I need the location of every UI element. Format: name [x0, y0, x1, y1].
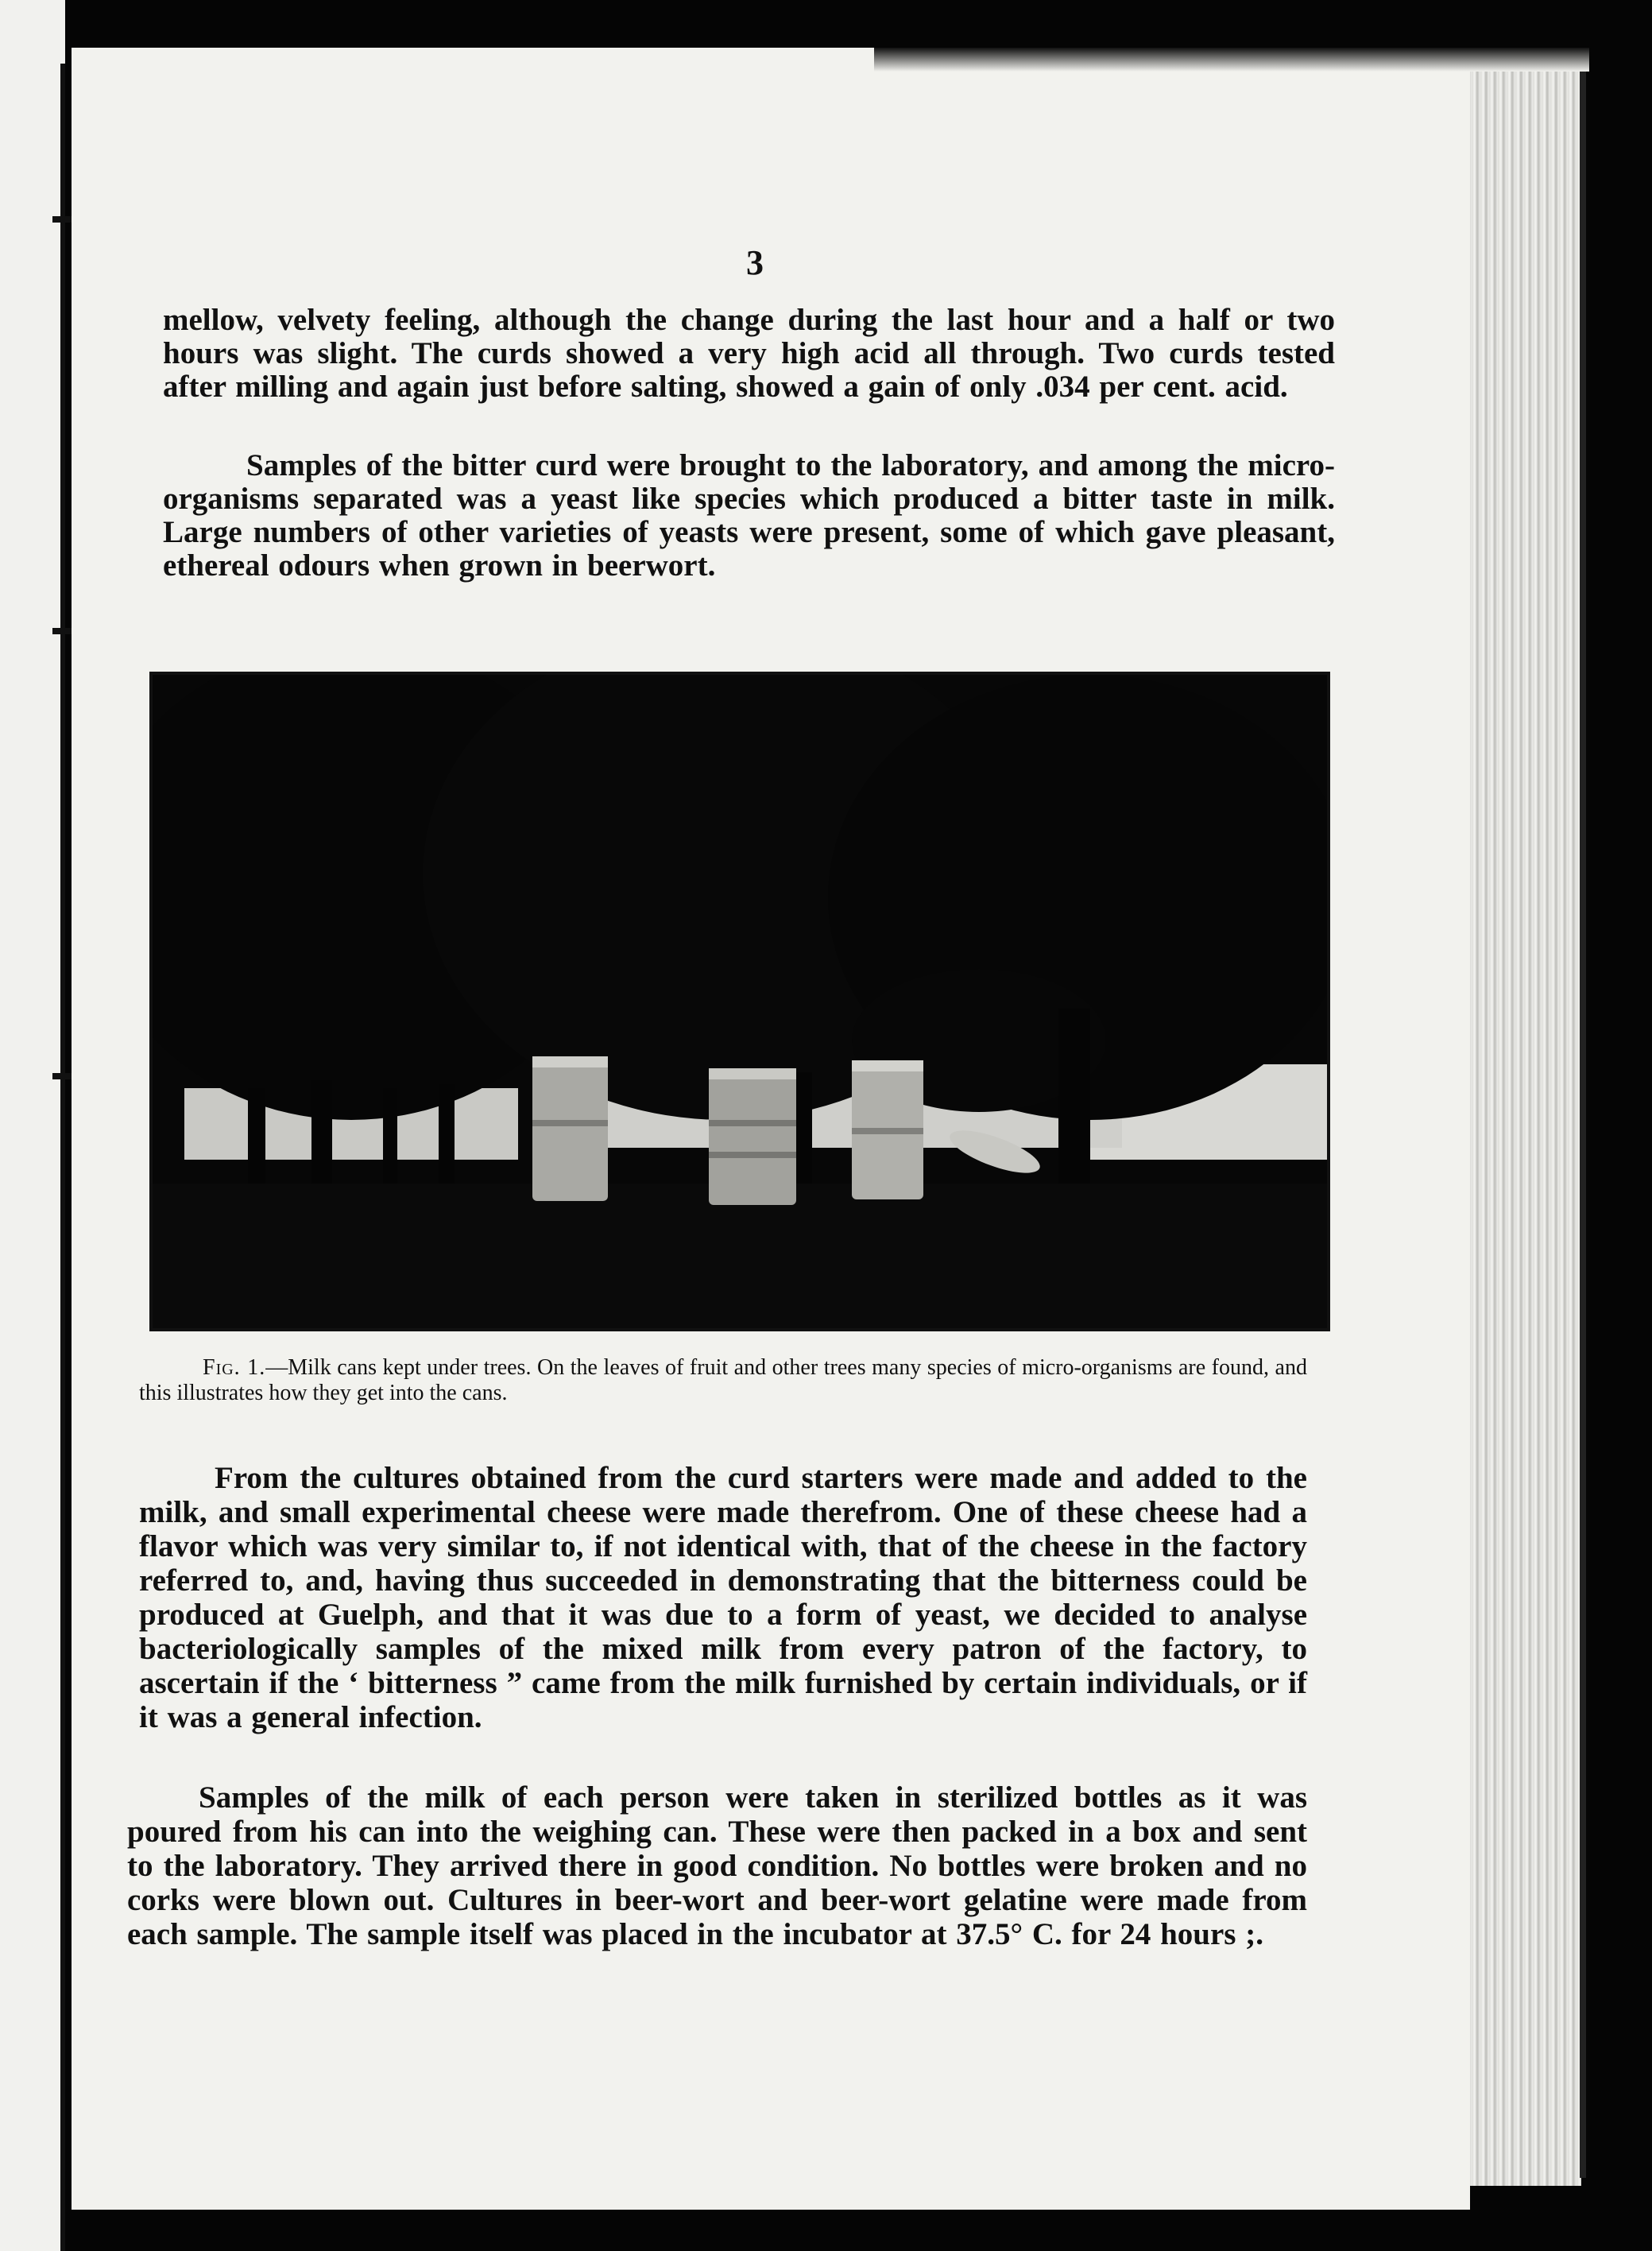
margin-tick — [52, 628, 73, 634]
figure-caption — [139, 1355, 1307, 1406]
margin-tick — [52, 1073, 73, 1079]
margin-tick — [52, 216, 73, 223]
paragraph-2: Samples of the bitter curd were brought to the laboratory, and among the micro-organisms separated was a yeast like species which produced a bitter taste in milk. Large numbers of other varieties of yeasts were present, some of which gave pleasant, ethereal odours when grown in beerwort. — [163, 448, 1335, 583]
page-stack-edges — [1454, 64, 1581, 2186]
figure-label: Fig. 1. — [203, 1355, 266, 1380]
book-cover-edge — [1580, 72, 1586, 2178]
paragraph-3: From the cultures obtained from the curd starters were made and added to the milk, and small experimental cheese were made therefrom. One of these cheese had a flavor which was very similar to, if not identical with, that of the cheese in the factory referred to, and, having thus succeeded in demonstrating that the bitterness could be produced at Guelph, and that it was due to a form of yeast, we decided to analyse bacteriologically samples of the mixed milk from every patron of the factory, to ascertain if the ‘ bitterness ” came from the milk furnished by certain individuals, or if it was a general infection. — [139, 1461, 1307, 1734]
page-top-shadow — [874, 48, 1589, 72]
left-page-edge — [0, 0, 65, 2251]
figure-photo-milk-cans — [149, 672, 1330, 1331]
photo-illustration — [153, 675, 1327, 1328]
gutter-rule — [60, 64, 65, 2251]
page-number: 3 — [746, 243, 764, 282]
paragraph-4: Samples of the milk of each person were taken in sterilized bottles as it was poured from his can into the weighing can. These were then packed in a box and sent to the laboratory. They arrived there in good condition. No bottles were broken and no corks were blown out. Cultures in beer-wort and beer-wort gelatine were made from each sample. The sample itself was placed in the incubator at 37.5° C. for 24 hours ;. — [127, 1780, 1307, 1951]
paragraph-1: mellow, velvety feeling, although the change during the last hour and a half or two hours was slight. The curds showed a very high acid all through. Two curds tested after milling and again just before salting, showed a gain of only .034 per cent. acid. — [163, 303, 1335, 404]
figure-caption-text: —Milk cans kept under trees. On the leaves of fruit and other trees many species of micro-organisms are found, and this illustrates how they get into the cans. — [139, 1355, 1307, 1405]
